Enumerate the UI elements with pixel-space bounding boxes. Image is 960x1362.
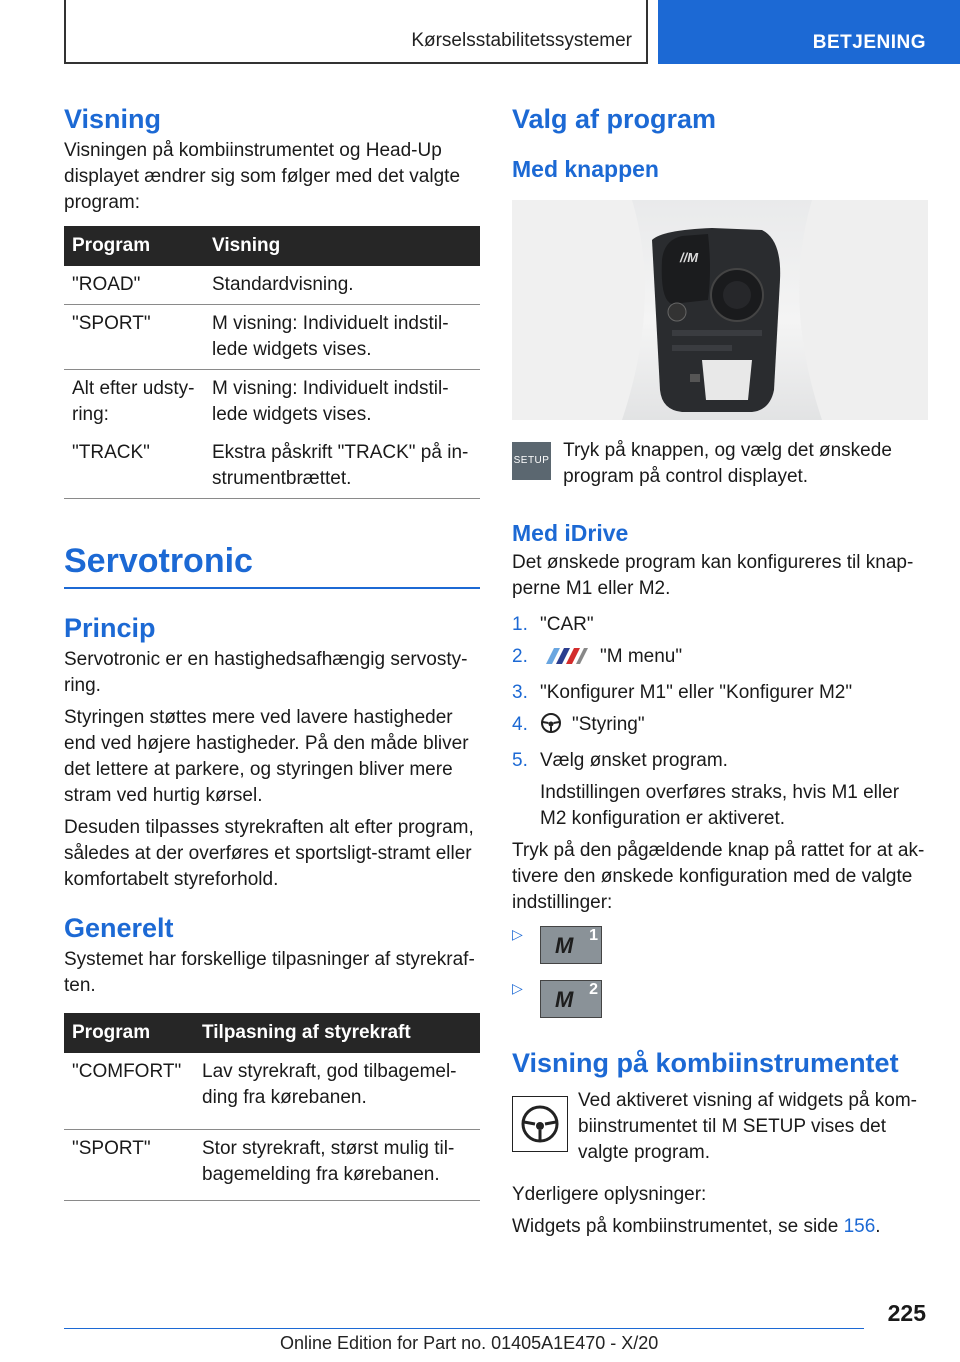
rattet-text: Tryk på den pågældende knap på rattet for at ak-tivere den ønskede konfiguration med de valgte indstillinger: bbox=[512, 840, 925, 913]
kombi-heading: Visning på kombiinstrumentet bbox=[512, 1048, 899, 1078]
table-row bbox=[64, 434, 480, 499]
list-item bbox=[512, 644, 928, 674]
princip-p1: Servotronic er en hastighedsafhængig servosty-ring. bbox=[64, 649, 468, 696]
step-number: 2. bbox=[512, 646, 528, 667]
steering-wheel-icon bbox=[512, 1096, 568, 1152]
m2-item bbox=[512, 980, 928, 1018]
step-text: Vælg ønsket program. bbox=[540, 750, 728, 771]
page-link[interactable]: 156 bbox=[843, 1216, 876, 1237]
header-chapter-title: BETJENING bbox=[812, 32, 926, 53]
m1-digit: 1 bbox=[589, 927, 598, 944]
bullet-arrow-icon: ▷ bbox=[512, 926, 523, 942]
visning-heading: Visning bbox=[64, 104, 162, 134]
header-section-box bbox=[64, 0, 648, 64]
table-cell: "SPORT" bbox=[64, 305, 204, 370]
step-text: "Konfigurer M1" eller "Konfigurer M2" bbox=[540, 682, 853, 703]
edition-text: Online Edition for Part no. 01405A1E470 - X/20 bbox=[280, 1333, 659, 1353]
table-header-program: Program bbox=[64, 226, 204, 266]
left-column bbox=[64, 100, 480, 1201]
table-row bbox=[64, 370, 480, 435]
step-text: "CAR" bbox=[540, 614, 594, 635]
steps-list bbox=[512, 612, 928, 774]
princip-p3: Desuden tilpasses styrekraften alt efter program, således at der overføres et sportsligt-stramt eller komfortabelt styreforhold. bbox=[64, 817, 474, 890]
knappen-text: Tryk på knappen, og vælg det ønskede program på control displayet. bbox=[563, 440, 892, 487]
bullet-arrow-icon: ▷ bbox=[512, 980, 523, 996]
table-cell: "SPORT" bbox=[64, 1130, 194, 1201]
knappen-heading: Med knappen bbox=[512, 156, 659, 182]
period: . bbox=[875, 1216, 881, 1237]
princip-heading: Princip bbox=[64, 613, 156, 643]
m1-item bbox=[512, 926, 928, 964]
princip-p2: Styringen støttes mere ved lavere hastigheder end ved højere hastigheder. På den måde bliver det lettere at parkere, og styringen bliver mere stram ved hurtig kørsel. bbox=[64, 707, 469, 806]
list-item bbox=[512, 712, 928, 742]
visning-table bbox=[64, 226, 480, 499]
servotronic-heading: Servotronic bbox=[64, 537, 480, 589]
header-section-title: Kørselsstabilitetssystemer bbox=[411, 30, 632, 51]
page-number: 225 bbox=[887, 1300, 926, 1326]
center-console-photo bbox=[512, 200, 928, 420]
widgets-reference bbox=[512, 1214, 928, 1240]
visning-intro: Visningen på kombiinstrumentet og Head-Up displayet ændrer sig som følger med det valgte program: bbox=[64, 140, 461, 213]
more-info-label: Yderligere oplysninger: bbox=[512, 1184, 707, 1205]
table-header-visning: Visning bbox=[204, 226, 480, 266]
table-cell: "TRACK" bbox=[64, 434, 204, 499]
table-header-styrekraft: Tilpasning af styrekraft bbox=[194, 1013, 480, 1053]
footer-edition bbox=[280, 1333, 658, 1354]
m1-button-icon bbox=[540, 926, 602, 964]
m2-button-icon bbox=[540, 980, 602, 1018]
header-chapter-box bbox=[658, 0, 960, 64]
styrekraft-table bbox=[64, 1013, 480, 1201]
step5-note: Indstillingen overføres straks, hvis M1 eller M2 konfiguration er aktiveret. bbox=[540, 782, 900, 829]
table-cell: M visning: Individuelt indstil-lede widgets vises. bbox=[204, 305, 480, 370]
kombi-text: Ved aktiveret visning af widgets på kom-biinstrumentet til M SETUP vises det valgte program. bbox=[578, 1090, 918, 1163]
idrive-heading: Med iDrive bbox=[512, 520, 629, 546]
table-cell: "ROAD" bbox=[64, 266, 204, 305]
m2-letter: M bbox=[555, 987, 574, 1012]
table-header-program: Program bbox=[64, 1013, 194, 1053]
footer-divider bbox=[64, 1328, 864, 1329]
setup-instruction bbox=[512, 438, 928, 490]
table-cell: Stor styrekraft, størst mulig til-bagemelding fra kørebanen. bbox=[194, 1130, 480, 1201]
steering-wheel-icon bbox=[540, 712, 562, 742]
step-text: "Styring" bbox=[572, 714, 645, 735]
right-column bbox=[512, 100, 928, 1240]
step-number: 1. bbox=[512, 614, 528, 635]
list-item bbox=[512, 612, 928, 638]
svg-text://M: //M bbox=[680, 250, 699, 265]
table-row bbox=[64, 305, 480, 370]
table-cell: Alt efter udsty-ring: bbox=[72, 378, 195, 425]
valg-heading: Valg af program bbox=[512, 104, 717, 134]
table-row bbox=[64, 266, 480, 305]
table-cell: M visning: Individuelt indstil-lede widgets vises. bbox=[212, 378, 449, 425]
idrive-text: Det ønskede program kan konfigureres til knap-perne M1 eller M2. bbox=[512, 552, 914, 599]
setup-button-icon: SETUP bbox=[512, 442, 551, 480]
list-item bbox=[512, 748, 928, 774]
kombi-block bbox=[512, 1088, 928, 1166]
table-row bbox=[64, 1053, 480, 1130]
step-text: "M menu" bbox=[600, 646, 683, 667]
list-item bbox=[512, 680, 928, 706]
m2-digit: 2 bbox=[589, 981, 598, 998]
step-number: 4. bbox=[512, 714, 528, 735]
table-row bbox=[64, 1130, 480, 1201]
widgets-text: Widgets på kombiinstrumentet, se side bbox=[512, 1216, 839, 1237]
generelt-text: Systemet har forskellige tilpasninger af styrekraf-ten. bbox=[64, 949, 475, 996]
table-cell: "COMFORT" bbox=[64, 1053, 194, 1130]
center-console-illustration bbox=[512, 200, 928, 420]
m-menu-icon bbox=[540, 644, 590, 674]
m1-letter: M bbox=[555, 933, 574, 958]
generelt-heading: Generelt bbox=[64, 913, 174, 943]
table-cell: Standardvisning. bbox=[204, 266, 480, 305]
table-cell: Lav styrekraft, god tilbagemel-ding fra kørebanen. bbox=[194, 1053, 480, 1130]
step-number: 3. bbox=[512, 682, 528, 703]
table-cell: Ekstra påskrift "TRACK" på in-strumentbrættet. bbox=[204, 434, 480, 499]
step-number: 5. bbox=[512, 750, 528, 771]
